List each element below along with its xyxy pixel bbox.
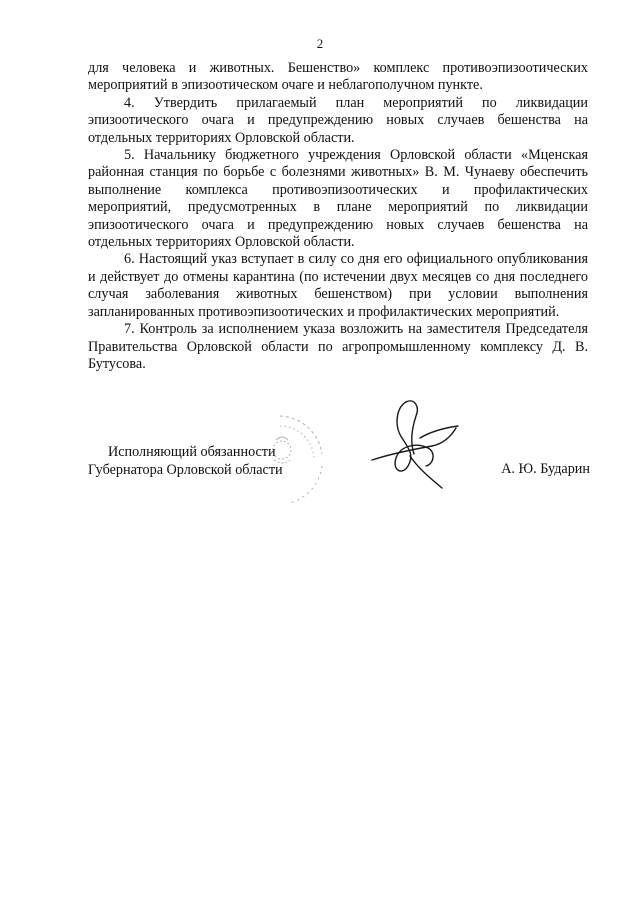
paragraph-item-7: 7. Контроль за исполнением указа возложить на заместителя Председателя Правительства Орловской области по агропромышленному комплексу Д. В. Бутусова. (88, 321, 588, 372)
document-body (88, 60, 588, 373)
signatory-name: А. Ю. Бударин (501, 461, 590, 477)
signatory-title-line-1: Исполняющий обязанности (108, 444, 276, 460)
paragraph-item-5: 5. Начальнику бюджетного учреждения Орловской области «Мценская районная станция по борьбе с болезнями животных» В. М. Чунаеву обеспечить выполнение комплекса противоэпизоотических и профилактических мероприятий, предусмотренных в плане мероприятий по ликвидации эпизоотического очага и предупреждению новых случаев бешенства на отдельных территориях Орловской области. (88, 147, 588, 251)
paragraph-continuation: для человека и животных. Бешенство» комплекс противоэпизоотических мероприятий в эпизоотическом очаге и неблагополучном пункте. (88, 60, 588, 94)
signatory-title (88, 443, 283, 479)
paragraph-item-4: 4. Утвердить прилагаемый план мероприятий по ликвидации эпизоотического очага и предупреждению новых случаев бешенства на отдельных территориях Орловской области. (88, 94, 588, 146)
page-number: 2 (316, 36, 324, 51)
paragraph-item-6: 6. Настоящий указ вступает в силу со дня его официального опубликования и действует до отмены карантина (по истечении двух месяцев со дня последнего случая заболевания животных бешенством) при условии выполнения запланированных противоэпизоотических и профилактических мероприятий. (88, 251, 588, 320)
signatory-title-line-2: Губернатора Орловской области (88, 462, 283, 478)
handwritten-signature (370, 398, 470, 490)
